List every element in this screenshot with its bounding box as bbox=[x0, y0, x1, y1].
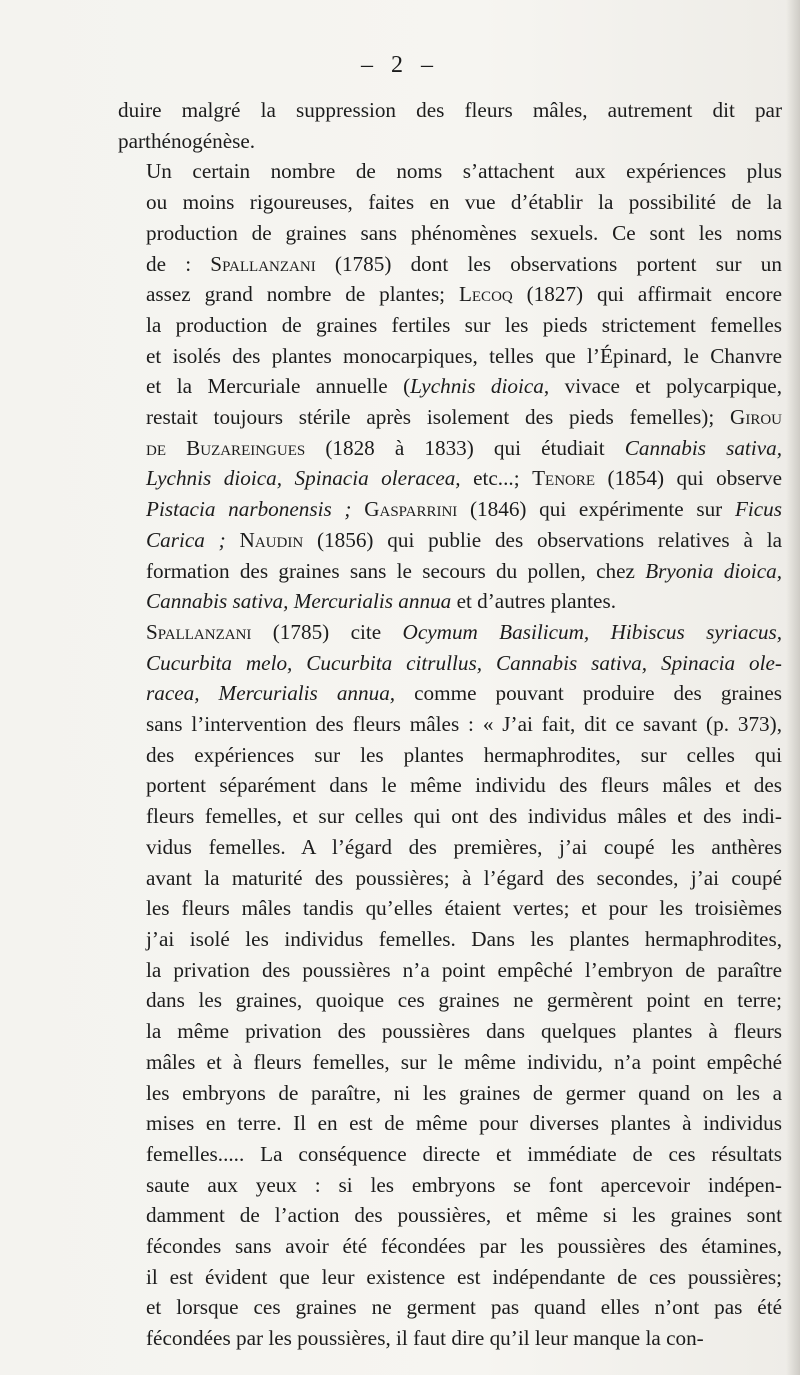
species-name: racea, Mercurialis annua, bbox=[146, 681, 396, 706]
species-name: Lychnis dioica, Spinacia oleracea, bbox=[146, 466, 461, 491]
text-run: fécondées par les poussières, il faut dire qu’il leur manque la con- bbox=[146, 1326, 704, 1351]
paragraph bbox=[118, 156, 782, 617]
text-line bbox=[118, 494, 782, 525]
text-line bbox=[118, 1108, 782, 1139]
species-name: Bryonia dioica, bbox=[645, 558, 783, 583]
text-run: et lorsque ces graines ne germent pas quand elles n’ont pas été bbox=[146, 1295, 782, 1320]
text-run: (1785) dont les observations portent sur un bbox=[315, 251, 782, 276]
text-run: parthénogénèse. bbox=[118, 128, 256, 153]
page-number: – 2 – bbox=[361, 52, 439, 78]
text-line bbox=[118, 985, 782, 1016]
text-line bbox=[118, 218, 782, 249]
text-line bbox=[118, 525, 782, 556]
text-run bbox=[226, 528, 240, 552]
text-run: la privation des poussières n’a point empêché l’embryon de paraître bbox=[146, 957, 782, 982]
text-line bbox=[118, 1200, 782, 1231]
text-line bbox=[118, 187, 782, 218]
text-run: damment de l’action des poussières, et même si les graines sont bbox=[146, 1203, 782, 1228]
text-line bbox=[118, 371, 782, 402]
text-line bbox=[118, 1323, 782, 1354]
text-line bbox=[118, 95, 782, 126]
species-name: Ficus bbox=[734, 497, 783, 522]
author-name: Girou bbox=[730, 405, 782, 430]
author-name: Gasparrini bbox=[364, 497, 458, 522]
text-line bbox=[118, 249, 782, 280]
text-line bbox=[118, 709, 782, 740]
text-run: sans l’intervention des fleurs mâles : « J’ai fait, dit ce savant (p. 373), bbox=[146, 712, 782, 737]
text-run: et la Mercuriale annuelle ( bbox=[146, 374, 411, 399]
text-line bbox=[118, 156, 782, 187]
text-line bbox=[118, 1078, 782, 1109]
author-name: Spallanzani bbox=[210, 251, 316, 276]
text-run: avant la maturité des poussières; à l’égard des secondes, j’ai coupé bbox=[146, 865, 782, 890]
text-run: (1828 à 1833) qui étudiait bbox=[305, 435, 625, 460]
text-run: formation des graines sans le secours du pollen, chez bbox=[146, 558, 646, 583]
text-line bbox=[118, 893, 782, 924]
text-run: assez grand nombre de plantes; bbox=[146, 282, 459, 307]
text-run: vidus femelles. A l’égard des premières, j’ai coupé les anthères bbox=[146, 834, 782, 859]
text-line bbox=[118, 310, 782, 341]
text-run: restait toujours stérile après isolement des pieds femelles); bbox=[146, 405, 731, 430]
text-line bbox=[118, 1231, 782, 1262]
text-line bbox=[118, 1170, 782, 1201]
text-run: comme pouvant produire des graines bbox=[395, 681, 782, 706]
text-run: dans les graines, quoique ces graines ne germèrent point en terre; bbox=[146, 988, 782, 1013]
species-name: Cannabis sativa, bbox=[624, 435, 782, 460]
body-text bbox=[118, 95, 782, 1354]
text-run: (1827) qui affirmait encore bbox=[512, 282, 782, 307]
text-line bbox=[118, 126, 782, 157]
text-line bbox=[118, 740, 782, 771]
text-run: (1846) qui expérimente sur bbox=[457, 497, 735, 522]
species-name: Cannabis sativa, Mercurialis annua bbox=[146, 589, 452, 614]
author-name: de Buzareingues bbox=[146, 435, 306, 460]
text-run: fécondes sans avoir été fécondées par les poussières des étamines, bbox=[146, 1234, 782, 1259]
text-run: femelles..... La conséquence directe et immédiate de ces résultats bbox=[146, 1141, 782, 1166]
text-line bbox=[118, 1292, 782, 1323]
author-name: Tenore bbox=[532, 466, 596, 491]
text-run: (1856) qui publie des observations relatives à la bbox=[303, 527, 782, 552]
text-run bbox=[351, 497, 364, 521]
text-line bbox=[118, 586, 782, 617]
text-line bbox=[118, 1047, 782, 1078]
text-line bbox=[118, 402, 782, 433]
text-line bbox=[118, 1016, 782, 1047]
paragraph bbox=[118, 617, 782, 1354]
text-run: portent séparément dans le même individu des fleurs mâles et des bbox=[146, 773, 782, 798]
species-name: Ocymum Basilicum, Hibiscus syriacus, bbox=[402, 619, 782, 644]
text-run: et isolés des plantes monocarpiques, telles que l’Épinard, le Chanvre bbox=[146, 343, 782, 368]
text-run: etc...; bbox=[460, 466, 533, 491]
text-line bbox=[118, 1262, 782, 1293]
species-name: Pistacia narbonensis ; bbox=[146, 497, 352, 522]
text-line bbox=[118, 433, 782, 464]
text-run: des expériences sur les plantes hermaphrodites, sur celles qui bbox=[146, 742, 782, 767]
text-line bbox=[118, 341, 782, 372]
text-line bbox=[118, 648, 782, 679]
text-line bbox=[118, 556, 782, 587]
text-run: mâles et à fleurs femelles, sur le même individu, n’a point empêché bbox=[146, 1049, 782, 1074]
text-run: j’ai isolé les individus femelles. Dans les plantes hermaphrodites, bbox=[146, 926, 782, 951]
text-run: la même privation des poussières dans quelques plantes à fleurs bbox=[146, 1019, 782, 1044]
text-line bbox=[118, 678, 782, 709]
text-line bbox=[118, 955, 782, 986]
text-run: ou moins rigoureuses, faites en vue d’établir la possibilité de la bbox=[146, 190, 782, 215]
text-run: Un certain nombre de noms s’attachent aux expériences plus bbox=[146, 159, 782, 184]
text-line bbox=[118, 832, 782, 863]
text-run: (1785) cite bbox=[251, 619, 403, 644]
text-run: duire malgré la suppression des fleurs mâles, autrement dit par bbox=[118, 98, 782, 122]
author-name: Lecoq bbox=[458, 282, 513, 307]
species-name: Lychnis dioica bbox=[410, 374, 544, 399]
text-run: saute aux yeux : si les embryons se font apercevoir indépen- bbox=[146, 1172, 782, 1197]
text-run: fleurs femelles, et sur celles qui ont des individus mâles et des indi- bbox=[146, 804, 782, 829]
text-line bbox=[118, 770, 782, 801]
text-run: les fleurs mâles tandis qu’elles étaient vertes; et pour les troisièmes bbox=[146, 896, 782, 921]
author-name: Spallanzani bbox=[146, 619, 252, 644]
text-run: et d’autres plantes. bbox=[451, 589, 616, 614]
text-run: mises en terre. Il en est de même pour diverses plantes à individus bbox=[146, 1111, 782, 1136]
author-name: Naudin bbox=[239, 527, 304, 552]
text-line bbox=[118, 924, 782, 955]
text-run: la production de graines fertiles sur les pieds strictement femelles bbox=[146, 312, 782, 337]
text-line bbox=[118, 279, 782, 310]
species-name: Cucurbita melo, Cucurbita citrullus, Cannabis sativa, Spinacia ole- bbox=[146, 650, 782, 675]
text-run: production de graines sans phénomènes sexuels. Ce sont les noms bbox=[146, 220, 782, 245]
page-edge-shadow bbox=[786, 0, 800, 1375]
text-line bbox=[118, 617, 782, 648]
text-line bbox=[118, 863, 782, 894]
text-run: (1854) qui observe bbox=[595, 466, 782, 491]
species-name: Carica ; bbox=[146, 527, 226, 552]
text-run: , vivace et polycarpique, bbox=[543, 374, 782, 399]
text-run: les embryons de paraître, ni les graines de germer quand on les a bbox=[146, 1080, 782, 1105]
text-line bbox=[118, 801, 782, 832]
text-run: il est évident que leur existence est indépendante de ces poussières; bbox=[146, 1264, 782, 1289]
text-line bbox=[118, 463, 782, 494]
text-line bbox=[118, 1139, 782, 1170]
paragraph bbox=[118, 95, 782, 156]
text-run: de : bbox=[146, 251, 211, 276]
